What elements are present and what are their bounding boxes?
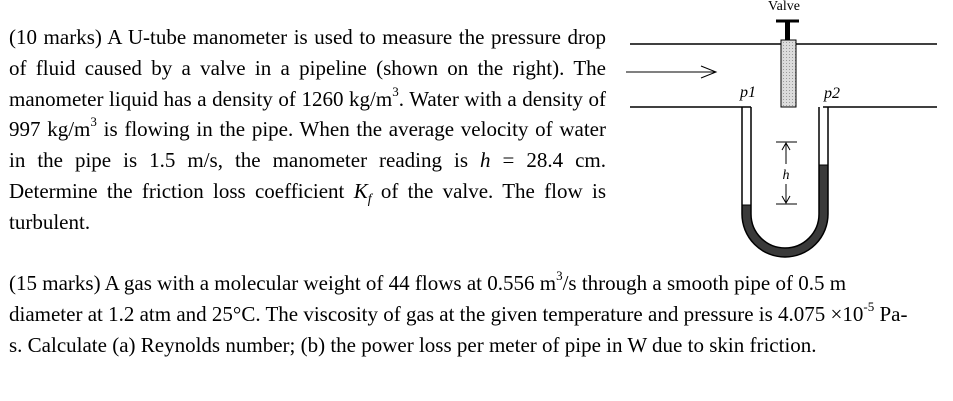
problem-2-text-1: (15 marks) A gas with a molecular weight of 44 flows at 0.556 m	[9, 271, 557, 295]
exponent-neg5: -5	[863, 298, 875, 314]
p1-label: p1	[740, 84, 756, 101]
problem-1-text-3: is flowing in the pipe. When the average velocity of water in the pipe is 1.5 m/s, the manometer reading is	[9, 117, 606, 173]
problem-2-text-2: /s through a smooth pipe of 0.5 m diameter at 1.2 atm and 25°C. The viscosity of gas at the given temperature and pressure is 4.075 ×10	[9, 271, 864, 326]
variable-h: h	[480, 148, 491, 173]
problem-1-text-4: = 28.4 cm. Determine the friction loss coefficient	[9, 148, 606, 203]
valve-label: Valve	[768, 0, 800, 14]
h-label: h	[782, 168, 790, 183]
flow-arrow	[626, 66, 716, 78]
exponent-m3: 3	[556, 268, 563, 284]
exponent-m3-b: 3	[90, 114, 97, 130]
p2-label: p2	[824, 85, 840, 102]
problem-1-text-2: . Water with a density of 997 kg/m	[9, 86, 606, 142]
problem-2-text-3: Pa-s. Calculate (a) Reynolds number; (b) the power loss per meter of pipe in W due to skin friction.	[9, 301, 908, 357]
variable-K: K	[353, 178, 368, 203]
subscript-f: f	[367, 191, 372, 207]
problem-1-text-5: of the valve. The flow is turbulent.	[9, 178, 606, 234]
exponent-m3-a: 3	[392, 83, 399, 99]
valve	[776, 21, 799, 107]
problem-1-prefix: (10 marks) A U-tube manometer is used to measure the pressure drop of fluid caused by a valve in a pipeline (shown on the right). The manometer liquid has a density of 1260 kg/m	[9, 25, 606, 111]
